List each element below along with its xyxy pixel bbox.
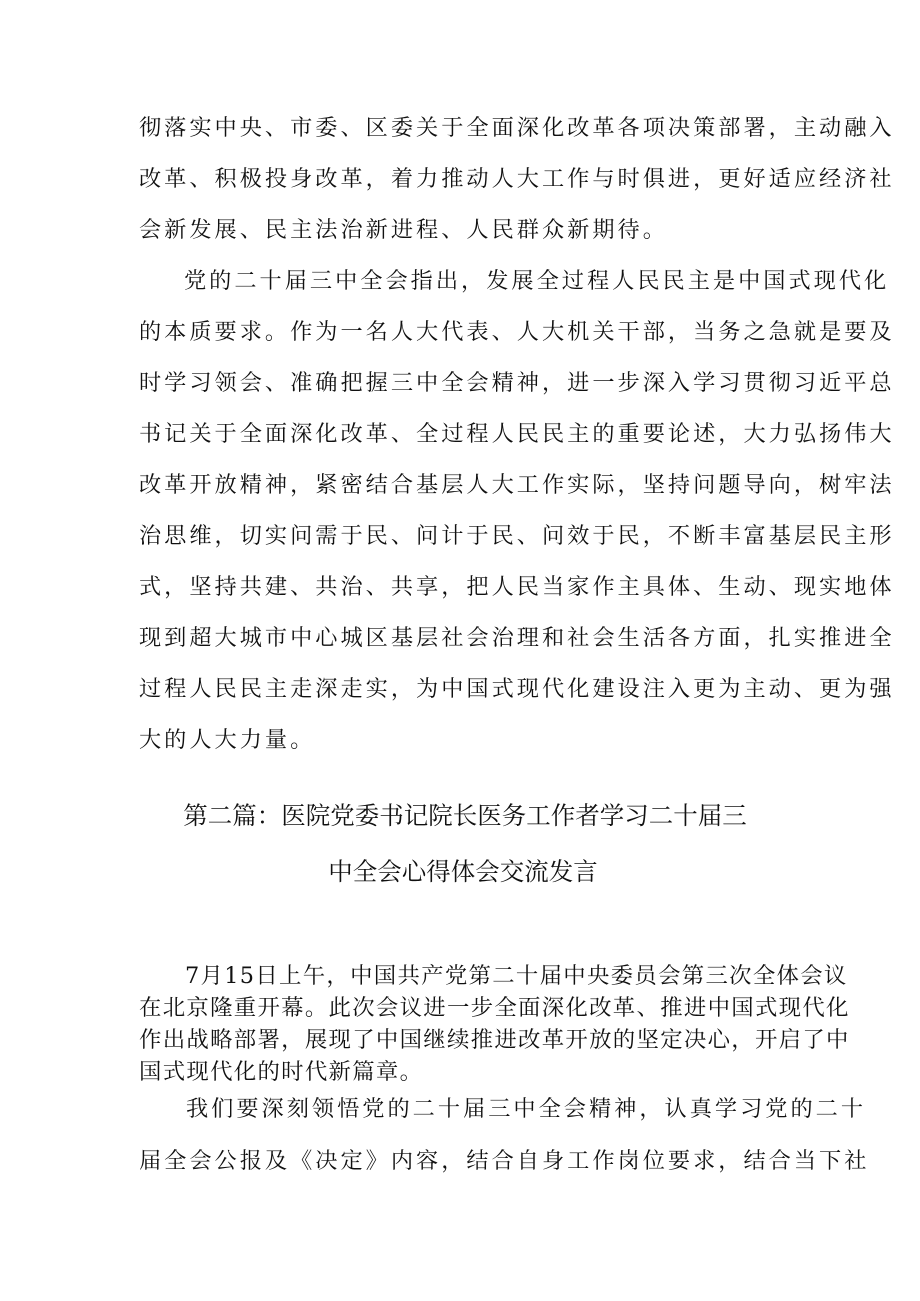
- text-line: 党的二十届三中全会指出，发展全过程人民民主是中国式现代化: [184, 268, 890, 294]
- text-line: 过程人民民主走深走实，为中国式现代化建设注入更为主动、更为强: [139, 676, 895, 702]
- text-line: 作出战略部署，展现了中国继续推进改革开放的坚定决心，开启了中: [139, 1027, 850, 1053]
- text-line: 大的人大力量。: [139, 727, 316, 753]
- text-line: 在北京隆重开幕。此次会议进一步全面深化改革、推进中国式现代化: [139, 995, 850, 1021]
- text-line: 会新发展、民主法治新进程、人民群众新期待。: [139, 217, 668, 243]
- text-line: 的本质要求。作为一名人大代表、人大机关干部，当务之急就是要及: [139, 319, 895, 345]
- text-line: 届全会公报及《决定》内容，结合自身工作岗位要求，结合当下社: [139, 1148, 870, 1174]
- text-line: 时学习领会、准确把握三中全会精神，进一步深入学习贯彻习近平总: [139, 370, 895, 396]
- text-line: 书记关于全面深化改革、全过程人民民主的重要论述，大力弘扬伟大: [139, 421, 895, 447]
- text-line: 我们要深刻领悟党的二十届三中全会精神，认真学习党的二十: [186, 1096, 867, 1122]
- section-title-line: 第二篇：医院党委书记院长医务工作者学习二十届三: [183, 801, 747, 830]
- text-line: 改革、积极投身改革，着力推动人大工作与时俱进，更好适应经济社: [139, 166, 895, 192]
- text-line: 现到超大城市中心城区基层社会治理和社会生活各方面，扎实推进全: [139, 625, 895, 651]
- text-line: 彻落实中央、市委、区委关于全面深化改革各项决策部署，主动融入: [139, 115, 895, 141]
- text-line: 式，坚持共建、共治、共享，把人民当家作主具体、生动、现实地体: [139, 574, 895, 600]
- text-line: 7月15日上午，中国共产党第二十届中央委员会第三次全体会议: [185, 963, 848, 989]
- text-line: 治思维，切实问需于民、问计于民、问效于民，不断丰富基层民主形: [139, 523, 895, 549]
- section-title-line: 中全会心得体会交流发言: [328, 857, 598, 886]
- text-line: 改革开放精神，紧密结合基层人大工作实际，坚持问题导向，树牢法: [139, 472, 895, 498]
- text-line: 国式现代化的时代新篇章。: [139, 1059, 424, 1085]
